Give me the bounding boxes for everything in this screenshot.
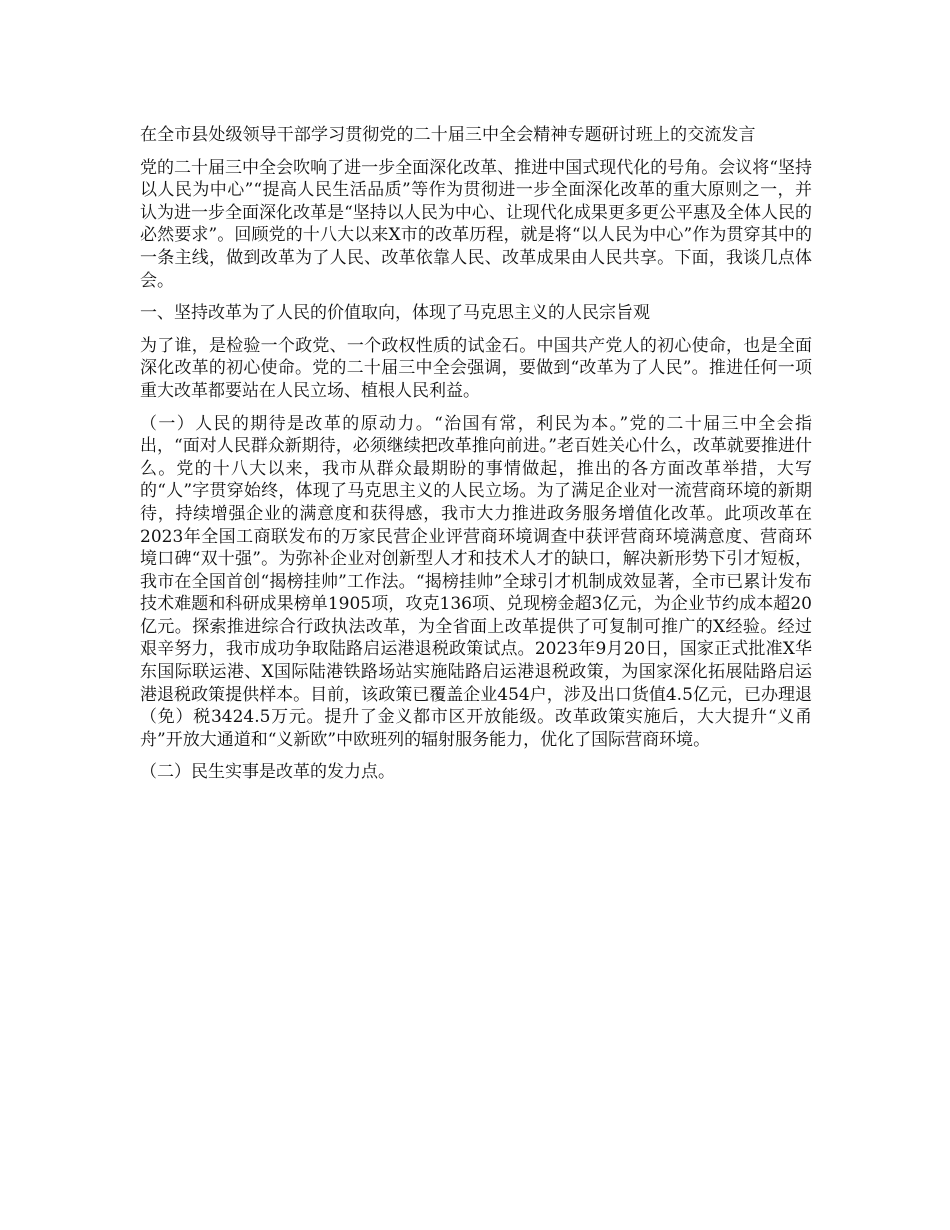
subsection-1-paragraph: （一）人民的期待是改革的原动力。“治国有常，利民为本。”党的二十届三中全会指出，“面对人民群众新期待，必须继续把改革推向前进。”老百姓关心什么，改革就要推进什么。党的十八大以来，我市从群众最期盼的事情做起，推出的各方面改革举措，大写的“人”字贯穿始终，体现了马克思主义的人民立场。为了满足企业对一流营商环境的新期待，持续增强企业的满意度和获得感，我市大力推进政务服务增值化改革。此项改革在2023年全国工商联发布的万家民营企业评营商环境调查中获评营商环境满意度、营商环境口碑“双十强”。为弥补企业对创新型人才和技术人才的缺口，解决新形势下引才短板，我市在全国首创“揭榜挂帅”工作法。“揭榜挂帅”全球引才机制成效显著，全市已累计发布技术难题和科研成果榜单1905项，攻克136项、兑现榜金超3亿元，为企业节约成本超20亿元。探索推进综合行政执法改革，为全省面上改革提供了可复制可推广的X经验。经过艰辛努力，我市成功争取陆路启运港退税政策试点。2023年9月20日，国家正式批准X华东国际联运港、X国际陆港铁路场站实施陆路启运港退税政策，为国家深化拓展陆路启运港退税政策提供样本。目前，该政策已覆盖企业454户，涉及出口货值4.5亿元，已办理退（免）税3424.5万元。提升了金义都市区开放能级。改革政策实施后，大大提升“义甬舟”开放大通道和“义新欧”中欧班列的辐射服务能力，优化了国际营商环境。: [140, 413, 812, 750]
section-1-paragraph: 为了谁，是检验一个政党、一个政权性质的试金石。中国共产党人的初心使命，也是全面深化改革的初心使命。党的二十届三中全会强调，要做到“改革为了人民”。推进任何一项重大改革都要站在人民立场、植根人民利益。: [140, 335, 812, 401]
section-heading-1: 一、坚持改革为了人民的价值取向，体现了马克思主义的人民宗旨观: [140, 303, 650, 324]
intro-paragraph: 党的二十届三中全会吹响了进一步全面深化改革、推进中国式现代化的号角。会议将“坚持以人民为中心”“提高人民生活品质”等作为贯彻进一步全面深化改革的重大原则之一，并认为进一步全面深化改革是“坚持以人民为中心、让现代化成果更多更公平惠及全体人民的必然要求”。回顾党的十八大以来X市的改革历程，就是将“以人民为中心”作为贯穿其中的一条主线，做到改革为了人民、改革依靠人民、改革成果由人民共享。下面，我谈几点体会。: [140, 157, 812, 291]
subsection-2-heading: （二）民生实事是改革的发力点。: [140, 762, 395, 783]
document-title: 在全市县处级领导干部学习贯彻党的二十届三中全会精神专题研讨班上的交流发言: [140, 125, 756, 145]
document-page: [140, 124, 812, 794]
